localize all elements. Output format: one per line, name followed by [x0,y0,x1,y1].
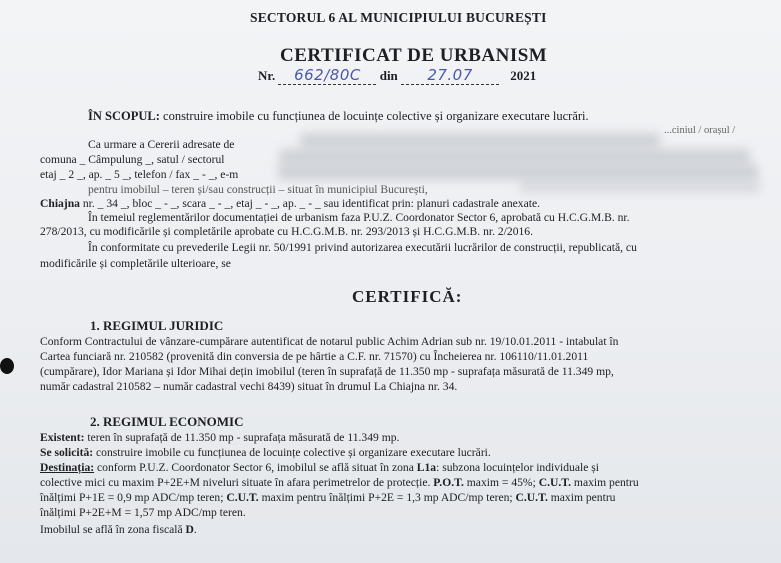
year: 2021 [510,68,537,83]
redacted-address [280,149,750,165]
solicita-line [40,446,491,460]
fiscal-zone-line [40,523,197,537]
scope-text: construire imobile cu funcțiunea de locuințe colective și organizare executare lucrări. [163,109,589,123]
destinatie-line-3 [40,491,615,505]
scope-label: ÎN SCOPUL: [88,109,160,123]
destinatie-text: maxim pentru [571,476,639,489]
zone-code: L1a [416,461,437,474]
pot-value: maxim = 45%; [463,476,539,489]
cut-label: C.U.T. [515,491,548,504]
nr-label: Nr. [258,68,276,83]
intro-line-9: modificările și completările ulterioare, se [40,257,231,270]
destinatie-text: conform P.U.Z. Coordonator Sector 6, imobilul se află situat în zona [94,461,417,474]
intro-line-2: comuna _ Câmpulung _, satul / sectorul [40,153,225,166]
intro-line-1-tail: ...ciniul / orașul / [664,125,736,136]
issuer-header: SECTORUL 6 AL MUNICIPIULUI BUCUREȘTI [250,10,547,25]
intro-line-6: În temeiul reglementărilor documentației de urbanism faza P.U.Z. Coordonator Sector 6, aprobată cu H.C.G.M.B. nr. [88,211,630,224]
pot-label: P.O.T. [433,476,464,489]
destinatie-line-2 [40,476,639,490]
existent-line [40,431,399,445]
regim-juridic-line: Conform Contractului de vânzare-cumpărare autentificat de notarul public Achim Adrian sub nr. 19/10.01.2011 - intabulat în [40,335,619,348]
intro-line-8: În conformitate cu prevederile Legii nr. 50/1991 privind autorizarea executării lucrărilor de construcții, republicată, cu [88,241,637,254]
date-handwritten: 27.07 [427,66,473,84]
intro-line-7: 278/2013, cu modificările și completările aprobate cu H.C.G.M.B. nr. 293/2013 și H.C.G.M.B. nr. 2/2016. [40,225,533,238]
date-field [401,66,499,85]
intro-line-3: etaj _ 2 _, ap. _ 5 _, telefon / fax _ - _, e-m [40,168,239,181]
redacted-contact [278,164,758,180]
address-details: nr. _ 34 _, bloc _ - _, scara _ - _, etaj _ - _, ap. _ - _ sau identificat prin: planuri cadastrale anexate. [79,197,541,210]
cut-label: C.U.T. [538,476,572,489]
scope-line [88,109,589,123]
regim-juridic-title: 1. REGIMUL JURIDIC [90,318,224,333]
cut-value: maxim pentru înălțimi P+2E = 1,3 mp ADC/mp teren; [258,491,516,504]
redacted-location [520,179,760,193]
regim-juridic-line: (cumpărare), Idor Mariana și Idor Mihai dețin imobilul (teren în suprafață de 11.350 mp - suprafața măsurată de 11.349 mp, [40,365,614,378]
existent-text: teren în suprafață de 11.350 mp - suprafața măsurată de 11.349 mp. [84,431,400,444]
destinatie-text: maxim pentru [547,491,616,504]
cut-label: C.U.T. [226,491,259,504]
punch-hole [0,358,14,374]
destinatie-text: : subzona locuințelor individuale și [436,461,600,474]
locality-name: Chiajna [40,197,80,210]
redacted-applicant [300,133,660,149]
destinatie-line-1 [40,461,599,475]
certifica-heading: CERTIFICĂ: [352,287,463,306]
destinatie-line-4: înălțimi P+2E+M = 1,57 mp ADC/mp teren. [40,506,246,519]
din-label: din [379,68,398,83]
solicita-text: construire imobile cu funcțiunea de locuințe colective și organizare executare lucrări. [93,446,491,459]
regim-juridic-line: număr cadastral 210582 – număr cadastral vechi 8439) situat în drumul La Chiajna nr. 34. [40,380,458,393]
certificate-number-line [258,66,536,85]
destinatie-text: colective mici cu maxim P+2E+M niveluri situate în afara perimetrelor de protecție. [40,476,434,489]
fiscal-zone-text: . [193,523,197,536]
nr-handwritten: 662/80C [294,66,361,84]
existent-label: Existent: [40,431,85,444]
document-title: CERTIFICAT DE URBANISM [280,45,548,66]
fiscal-zone-code: D [185,523,194,536]
solicita-label: Se solicită: [40,446,94,459]
intro-line-5 [40,197,540,211]
intro-line-1: Ca urmare a Cererii adresate de [88,138,235,151]
destinatie-label: Destinația: [40,461,95,474]
regim-juridic-line: Cartea funciară nr. 210582 (provenită din conversia de pe hârtie a C.F. nr. 71570) cu Încheierea nr. 106110/11.01.2011 [40,350,589,363]
intro-line-4: pentru imobilul – teren și/sau construcții – situat în municipiul București, [88,183,428,196]
cut-value: înălțimi P+1E = 0,9 mp ADC/mp teren; [40,491,227,504]
fiscal-zone-text: Imobilul se află în zona fiscală [40,523,186,536]
regim-economic-title: 2. REGIMUL ECONOMIC [90,414,244,429]
nr-field [278,66,376,85]
